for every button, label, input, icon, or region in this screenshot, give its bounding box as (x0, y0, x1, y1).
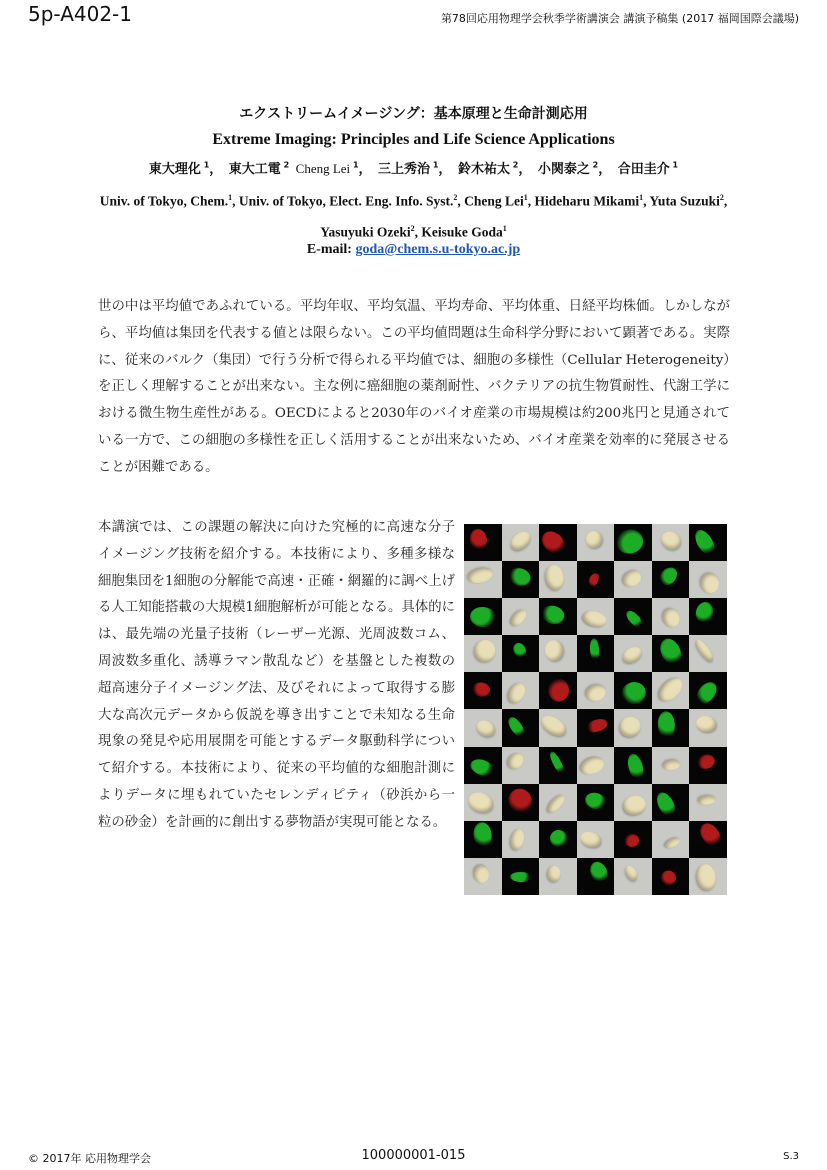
affiliation-entry: Univ. of Tokyo, Chem. (99, 193, 229, 209)
fluorescence-cell-image (689, 672, 727, 709)
cell-shape (697, 795, 715, 805)
cell-shape (656, 564, 681, 589)
fluorescence-cell-image (464, 821, 502, 858)
brightfield-cell-image (577, 821, 615, 858)
cell-shape (505, 681, 528, 707)
cell-shape (510, 872, 533, 883)
affiliation-mark: 1 (228, 193, 233, 202)
fluorescence-cell-image (539, 821, 577, 858)
brightfield-cell-image (577, 598, 615, 635)
cell-shape (620, 644, 644, 666)
email-label: E-mail: (306, 242, 352, 257)
fluorescence-cell-image (652, 635, 690, 672)
fluorescence-cell-image (464, 524, 502, 561)
affiliation-entry: Univ. of Tokyo, Elect. Eng. Info. Syst. (238, 193, 454, 209)
footer-copyright: © 2017年 応用物理学会 (28, 1152, 151, 1165)
brightfield-cell-image (464, 784, 502, 821)
brightfield-cell-image (502, 524, 540, 561)
title-japanese: エクストリームイメージング：基本原理と生命計測応用 (239, 106, 588, 122)
cell-shape (696, 753, 717, 771)
cell-shape (655, 674, 686, 705)
fluorescence-cell-image (502, 635, 540, 672)
cell-shape (620, 680, 648, 706)
brightfield-cell-image (577, 672, 615, 709)
cell-shape (583, 790, 608, 811)
brightfield-cell-image (577, 747, 615, 784)
cell-shape (624, 608, 645, 630)
session-code: 5p-A402-1 (28, 2, 132, 26)
affiliation-entry: Keisuke Goda (421, 224, 503, 239)
cell-shape (584, 717, 610, 735)
fluorescence-cell-image (577, 561, 615, 598)
fluorescence-cell-image (689, 524, 727, 561)
brightfield-cell-image (652, 672, 690, 709)
footer-paper-id: 100000001-015 (361, 1148, 466, 1163)
footer-page-number: S.3 (783, 1151, 799, 1162)
brightfield-cell-image (689, 784, 727, 821)
brightfield-cell-image (652, 747, 690, 784)
cell-shape (697, 821, 725, 850)
cell-shape (469, 606, 496, 628)
brightfield-cell-image (689, 561, 727, 598)
cell-shape (656, 635, 685, 668)
cell-shape (509, 827, 526, 850)
fluorescence-cell-image (689, 747, 727, 784)
fluorescence-cell-image (539, 747, 577, 784)
affiliation-mark: 1 (523, 193, 528, 202)
fluorescence-cell-image (652, 858, 690, 895)
cell-shape (692, 637, 715, 664)
affiliation-entry: Hideharu Mikami (534, 193, 640, 209)
brightfield-cell-image (577, 524, 615, 561)
fluorescence-cell-image (464, 672, 502, 709)
brightfield-cell-image (539, 561, 577, 598)
author-name: 合田圭介 (617, 162, 670, 177)
cell-shape (586, 859, 610, 886)
author-name: 三上秀治 (378, 162, 431, 177)
brightfield-cell-image (502, 821, 540, 858)
cell-shape (623, 833, 640, 848)
cell-shape (585, 682, 608, 703)
brightfield-cell-image (539, 858, 577, 895)
cell-shape (467, 566, 494, 585)
affiliation-mark: 1 (639, 193, 644, 202)
fluorescence-cell-image (464, 747, 502, 784)
cell-shape (547, 866, 560, 882)
cell-shape (663, 759, 681, 771)
cell-shape (663, 835, 681, 850)
fluorescence-cell-image (614, 672, 652, 709)
fluorescence-cell-image (502, 858, 540, 895)
cell-shape (548, 749, 568, 776)
brightfield-cell-image (614, 858, 652, 895)
brightfield-cell-image (614, 635, 652, 672)
authors-japanese: 東大理化 $^1$， 東大工電 $^2$ Cheng Lei $^1$， 三上秀治 $^1$， 鈴木祐太 $^2$， 小関泰之 $^2$， 合田圭介 $^1$ (148, 160, 679, 177)
fluorescence-cell-image (502, 709, 540, 746)
cell-shape (695, 714, 717, 733)
conference-header: 第78回応用物理学会秋季学術講演会 講演予稿集 (2017 福岡国際会議場) (440, 12, 799, 25)
brightfield-cell-image (689, 709, 727, 746)
brightfield-cell-image (539, 709, 577, 746)
fluorescence-cell-image (577, 858, 615, 895)
author-name: 小関泰之 (537, 162, 590, 177)
cell-shape (472, 822, 493, 849)
affiliation-mark: 2 (453, 193, 458, 202)
cell-shape (658, 528, 684, 552)
brightfield-cell-image (539, 635, 577, 672)
author-affiliation-mark: 2 (280, 160, 290, 170)
cell-shape (694, 600, 716, 625)
brightfield-cell-image (652, 524, 690, 561)
fluorescence-cell-image (577, 709, 615, 746)
cell-shape (695, 864, 717, 893)
author-name: Cheng Lei (295, 161, 351, 176)
cell-shape (622, 863, 639, 882)
author-name: 東大工電 (228, 162, 281, 177)
cell-shape (693, 679, 721, 708)
fluorescence-cell-image (614, 524, 652, 561)
cell-shape (660, 870, 677, 887)
author-name: 東大理化 (148, 162, 201, 177)
cell-shape (468, 757, 496, 779)
brightfield-cell-image (464, 858, 502, 895)
brightfield-cell-image (502, 672, 540, 709)
body-paragraph-2: 本講演では、この課題の解決に向けた究極的に高速な分子イメージング技術を紹介する。本技術により、多種多様な細胞集団を1細胞の分解能で高速・正確・網羅的に調べ上げる人工知能搭載の大規模1細胞解析が可能となる。具体的には、最先端の光量子技術（レーザー光源、光周波数コム、周波数多重化、誘導ラマン散乱など）を基盤とした複数の超高速分子イメージング法、及びそれによって取得する膨大な高次元データから仮説を導き出すことで未知なる生命現象の発見や応用展開を可能とするデータ駆動科学について紹介する。本技術により、従来の平均値的な細胞計測によりデータに埋もれていたセレンディピティ（砂浜から一粒の砂金）を計画的に創出する夢物語が実現可能となる。 (98, 520, 455, 830)
fluorescence-cell-image (539, 524, 577, 561)
cell-shape (581, 609, 608, 630)
brightfield-cell-image (652, 598, 690, 635)
cell-image-mosaic-figure (464, 524, 727, 895)
cell-shape (657, 711, 675, 738)
cell-shape (543, 563, 565, 590)
cell-shape (472, 864, 490, 884)
fluorescence-cell-image (652, 784, 690, 821)
brightfield-cell-image (464, 709, 502, 746)
cell-shape (545, 640, 563, 661)
fluorescence-cell-image (539, 672, 577, 709)
cell-shape (508, 607, 529, 629)
brightfield-cell-image (689, 635, 727, 672)
fluorescence-cell-image (614, 821, 652, 858)
author-affiliation-mark: 1 (200, 160, 210, 170)
body-paragraph-1: 世の中は平均値であふれている。平均年収、平均気温、平均寿命、平均体重、日経平均株価。しかしながら、平均値は集団を代表する値とは限らない。この平均値問題は生命科学分野において顕著である。実際に、従来のバルク（集団）で行う分析で得られる平均値では、細胞の多様性（Cellular Heterogeneity）を正しく理解することが出来ない。主な例に癌細胞の薬剤耐性、バクテリアの抗生物質耐性、代謝工学における微生物生産性がある。OECDによると2030年のバイオ産業の市場規模は約200兆円と見通されている一方で、この細胞の多様性を正しく活用することが出来ないため、バイオ産業を効率的に発展させることが困難である。 (98, 299, 730, 475)
cell-shape (547, 678, 570, 703)
fluorescence-cell-image (652, 709, 690, 746)
affiliation-mark: 2 (410, 223, 415, 233)
cell-shape (548, 828, 569, 849)
cell-shape (504, 784, 536, 816)
cell-shape (587, 572, 602, 590)
fluorescence-cell-image (502, 784, 540, 821)
affiliation-entry: Yasuyuki Ozeki (320, 224, 411, 239)
brightfield-cell-image (539, 784, 577, 821)
cell-shape (469, 528, 490, 552)
cell-shape (540, 603, 567, 626)
brightfield-cell-image (614, 784, 652, 821)
cell-shape (617, 714, 643, 738)
cell-shape (692, 527, 719, 559)
fluorescence-cell-image (689, 598, 727, 635)
brightfield-cell-image (614, 709, 652, 746)
cell-shape (585, 530, 604, 549)
cell-shape (625, 752, 646, 782)
fluorescence-cell-image (502, 561, 540, 598)
cell-shape (474, 718, 498, 740)
cell-shape (699, 571, 721, 595)
cell-shape (614, 528, 644, 555)
fluorescence-cell-image (577, 784, 615, 821)
email-line (60, 242, 767, 258)
brightfield-cell-image (614, 561, 652, 598)
author-name: 鈴木祐太 (457, 162, 510, 177)
brightfield-cell-image (502, 747, 540, 784)
cell-shape (465, 789, 496, 817)
title-english: Extreme Imaging: Principles and Life Science Applications (212, 131, 615, 148)
fluorescence-cell-image (539, 598, 577, 635)
cell-shape (472, 681, 491, 697)
brightfield-cell-image (689, 858, 727, 895)
fluorescence-cell-image (652, 561, 690, 598)
affiliation-mark: 2 (719, 193, 724, 202)
brightfield-cell-image (464, 635, 502, 672)
email-link[interactable]: goda@chem.s.u-tokyo.ac.jp (355, 242, 521, 257)
affiliation-entry: Cheng Lei (464, 193, 524, 209)
brightfield-cell-image (652, 821, 690, 858)
author-affiliation-mark: 1 (430, 160, 439, 170)
brightfield-cell-image (464, 561, 502, 598)
cell-shape (539, 712, 569, 741)
cell-shape (506, 565, 532, 588)
cell-shape (474, 639, 496, 661)
cell-shape (545, 793, 567, 816)
author-affiliation-mark: 1 (669, 160, 679, 170)
cell-shape (507, 528, 534, 554)
affiliation-entry: Yuta Suzuki (649, 193, 720, 209)
cell-shape (588, 638, 599, 661)
author-affiliation-mark: 2 (509, 160, 519, 170)
cell-shape (654, 790, 680, 820)
cell-shape (506, 715, 528, 740)
cell-shape (660, 605, 683, 629)
author-affiliation-mark: 1 (350, 160, 359, 170)
affiliations-english: Univ. of Tokyo, Chem.$^1$, Univ. of Tokyo, Elect. Eng. Info. Syst.$^2$, Cheng Lei$^1$, Hideharu Mikami$^1$, Yuta Suzuki$^2$, Yasuyuki Ozeki$^2$, Keisuke Goda$^1$ (99, 193, 728, 239)
cell-shape (578, 754, 606, 777)
brightfield-cell-image (502, 598, 540, 635)
cell-shape (620, 567, 644, 589)
author-affiliation-mark: 2 (589, 160, 599, 170)
cell-shape (579, 829, 603, 850)
cell-shape (505, 750, 527, 772)
cell-shape (621, 794, 647, 817)
cell-shape (511, 640, 529, 659)
fluorescence-cell-image (464, 598, 502, 635)
fluorescence-cell-image (614, 747, 652, 784)
fluorescence-cell-image (577, 635, 615, 672)
fluorescence-cell-image (614, 598, 652, 635)
affiliation-mark: 1 (502, 223, 507, 233)
fluorescence-cell-image (689, 821, 727, 858)
cell-shape (539, 527, 569, 557)
